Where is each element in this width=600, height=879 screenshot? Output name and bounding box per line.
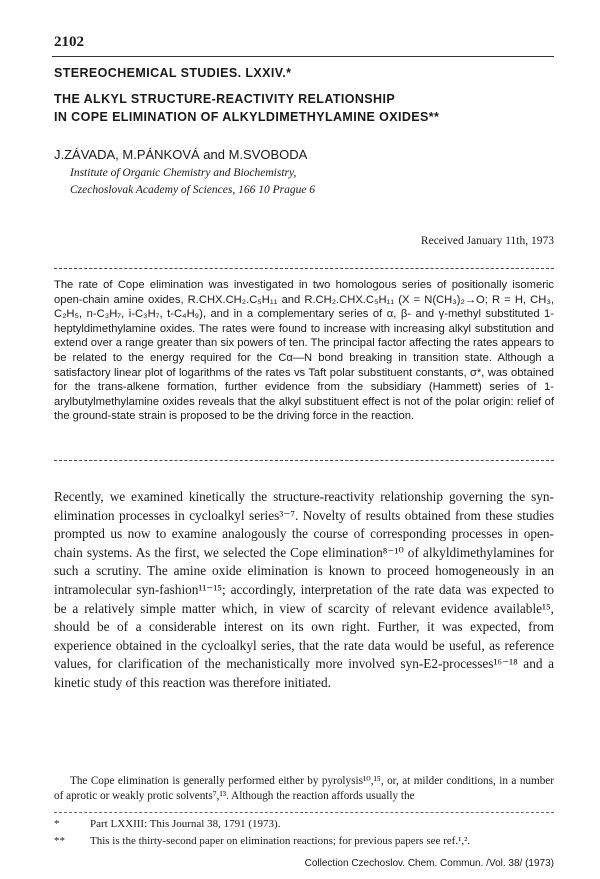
abstract: The rate of Cope elimination was investigated in two homologous series of positionally isomeric open-chain amine oxides, R.CHX.CH₂.C₅H₁₁ and R.CH₂.CHX.C₅H₁₁ (X = N(CH₃)₂→O; R = H, CH₃, C₂H₅, n-C₃H₇, i-C₃H₇, t-C₄H₉), and in a complementary series of α, β- and γ-methyl substituted 1-heptyldimethylamine oxides. The rates were found to increase with increasing alkyl substitution and extend over a range greater than six powers of ten. The principal factor affecting the rates appears to be related to the energy required for the Cα—N bond breaking in transition state. Although a satisfactory linear plot of logarithms of the rates vs Taft polar substituent constants, σ*, was obtained for the trans-alkene formation, further evidence from the subsidiary (Hammett) series of 1-arylbutylmethylamine oxides reveals that the alkyl substituent effect is not of the polar origin: relief of the ground-state strain is proposed to be the driving force in the reaction.: [54, 279, 554, 423]
footnote-2-text: This is the thirty-second paper on elimination reactions; for previous papers see ref.¹,².: [90, 835, 471, 847]
authors: J.ZÁVADA, M.PÁNKOVÁ and M.SVOBODA: [54, 147, 308, 162]
journal-footer: Collection Czechoslov. Chem. Commun. /Vol. 38/ (1973): [304, 858, 554, 869]
footnote-1-mark: *: [54, 818, 60, 830]
body-paragraph-1: Recently, we examined kinetically the structure-reactivity relationship governing the syn-elimination processes in cycloalkyl series³⁻⁷. Novelty of results obtained from these studies prompted us now to examine analogously the course of corresponding processes in open-chain systems. As the first, we selected the Cope elimination⁸⁻¹⁰ of alkyldimethylamines for such a scrutiny. The amine oxide elimination is known to proceed homogeneously in an intramolecular syn-fashion¹¹⁻¹⁵; accordingly, interpretation of the rate data was expected to be a relatively simple matter which, in view of scarcity of relevant evidence available¹⁵, should be of a considerable interest on its own right. Further, it was expected, from experience obtained in the cycloalkyl series, that the rate data would be useful, as reference values, for clarification of the mechanistically more involved syn-E2-processes¹⁶⁻¹⁸ and a kinetic study of this reaction was therefore initiated.: [54, 489, 554, 690]
header-rule: [52, 56, 554, 57]
article-title-line1: THE ALKYL STRUCTURE-REACTIVITY RELATIONSHIP: [54, 92, 396, 106]
received-date: Received January 11th, 1973: [420, 235, 554, 247]
institute-line2: Czechoslovak Academy of Sciences, 166 10 Prague 6: [70, 184, 316, 196]
body-paragraph-2: The Cope elimination is generally performed either by pyrolysis¹⁰,¹⁵, or, at milder conditions, in a number of aprotic or weakly protic solvents⁷,¹³. Although the reaction affords usually the: [54, 775, 554, 802]
article-title-line2: IN COPE ELIMINATION OF ALKYLDIMETHYLAMINE OXIDES**: [54, 110, 440, 124]
abstract-bottom-rule: [54, 460, 554, 461]
footnote-rule: [54, 812, 554, 813]
series-title: STEREOCHEMICAL STUDIES. LXXIV.*: [54, 66, 292, 80]
institute-line1: Institute of Organic Chemistry and Biochemistry,: [70, 167, 297, 179]
abstract-top-rule: [54, 268, 554, 269]
footnote-2-mark: **: [54, 835, 65, 847]
page-number: 2102: [54, 34, 84, 50]
footnote-1: [54, 818, 554, 830]
footnote-2: [54, 835, 554, 847]
footnote-1-text: Part LXXIII: This Journal 38, 1791 (1973).: [90, 818, 281, 830]
